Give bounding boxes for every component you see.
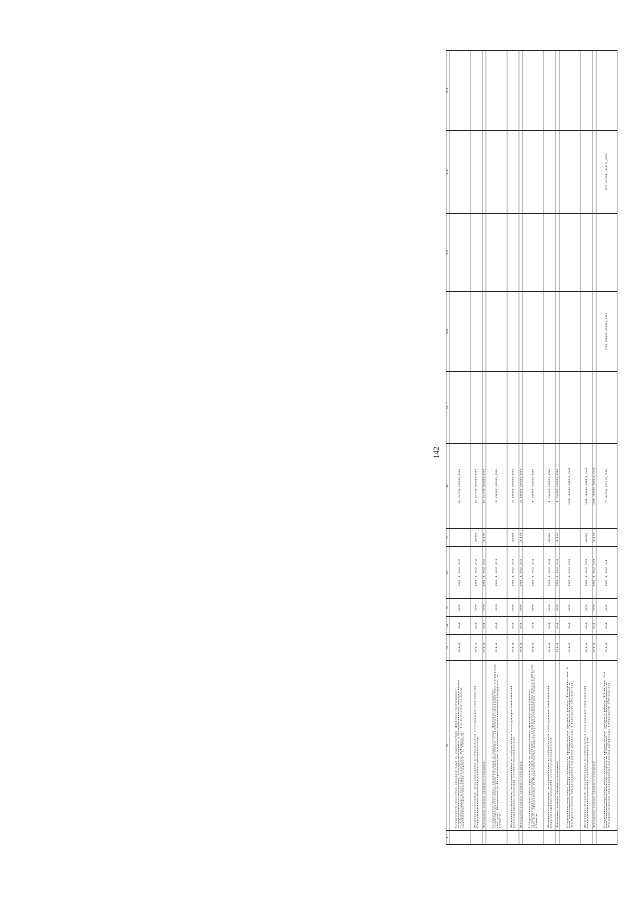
item-description: Капитальные вложения в объекты государственной (муниципальной) собственности	[544, 661, 556, 831]
code-cell	[596, 529, 617, 547]
row-index-cell	[596, 831, 617, 845]
code-cell: 09	[482, 599, 486, 617]
column-number: 10	[446, 292, 449, 372]
item-description: Строительство мостового перехода через реку Тевриз на 1 км автомобильной дороги Тевриз – Александровка в Тевризском муниципальном районе Омской области	[559, 661, 580, 831]
table-row	[507, 51, 519, 845]
code-cell: 014	[544, 635, 556, 661]
row-index-cell	[544, 831, 556, 845]
code-cell	[523, 529, 544, 547]
amount-cell	[544, 292, 556, 372]
amount-cell: 70 000 000,00	[596, 292, 617, 372]
code-cell: 410	[482, 529, 486, 547]
amount-cell	[580, 292, 592, 372]
amount-cell	[449, 51, 470, 131]
code-cell: 04	[580, 617, 592, 635]
code-cell: 08 1 02 23	[519, 547, 523, 599]
code-cell: 09	[580, 599, 592, 617]
amount-cell	[580, 372, 592, 444]
code-cell: 014	[449, 635, 470, 661]
code-cell: 04	[556, 617, 560, 635]
amount-cell: 7 476 075,58	[596, 444, 617, 529]
table-row	[544, 51, 556, 845]
code-cell: 400	[580, 529, 592, 547]
code-cell: 014	[523, 635, 544, 661]
code-cell: 09	[470, 599, 482, 617]
code-cell: 04	[470, 617, 482, 635]
item-description: Строительство подъезда к крытому физкультурно-оздоровительному сооружению (Хоккейная академия "Авангард") по проспекту Мира, д. 1а в Советском административном округе, г. Омск	[449, 661, 470, 831]
code-cell: 09	[596, 599, 617, 617]
code-cell: 09	[449, 599, 470, 617]
amount-cell	[470, 51, 482, 131]
column-number: 1	[446, 831, 449, 845]
code-cell: 04	[544, 617, 556, 635]
amount-cell	[470, 131, 482, 214]
amount-cell	[486, 51, 507, 131]
item-description: Строительство мостового перехода через реку Туй на 53 км автомобильной дороги Тевриз – Александровка в Тевризском муниципальном районе Омской области	[596, 661, 617, 831]
amount-cell	[507, 51, 519, 131]
code-cell: 09	[519, 599, 523, 617]
row-index-cell	[449, 831, 470, 845]
code-cell: 04	[596, 617, 617, 635]
amount-cell	[523, 292, 544, 372]
amount-cell: 38 466 883,50	[559, 444, 580, 529]
code-cell: 014	[470, 635, 482, 661]
amount-cell	[596, 51, 617, 131]
amount-cell	[580, 214, 592, 292]
code-cell: 410	[592, 529, 596, 547]
amount-cell	[523, 131, 544, 214]
row-index-cell	[580, 831, 592, 845]
amount-cell	[449, 131, 470, 214]
amount-cell	[523, 51, 544, 131]
code-cell: 04	[519, 617, 523, 635]
code-cell: 09	[556, 599, 560, 617]
item-description: Капитальные вложения в объекты государственной (муниципальной) собственности	[507, 661, 519, 831]
column-number: 9	[446, 372, 449, 444]
item-description: Капитальные вложения в объекты государственной (муниципальной) собственности	[580, 661, 592, 831]
table-row	[470, 51, 482, 845]
code-cell: 04	[482, 617, 486, 635]
code-cell: 09	[486, 599, 507, 617]
table-row	[486, 51, 507, 845]
table-row	[523, 51, 544, 845]
amount-cell	[470, 214, 482, 292]
code-cell: 09	[544, 599, 556, 617]
amount-cell: 27 631 415,00	[596, 131, 617, 214]
amount-cell	[559, 51, 580, 131]
amount-cell	[544, 372, 556, 444]
item-description: Бюджетные инвестиции	[592, 661, 596, 831]
amount-cell: 38 466 883,50	[592, 444, 596, 529]
item-description: Бюджетные инвестиции	[519, 661, 523, 831]
item-description: Бюджетные инвестиции	[482, 661, 486, 831]
amount-cell: 1 500 000,00	[544, 444, 556, 529]
code-cell: 410	[556, 529, 560, 547]
code-cell: 04	[592, 617, 596, 635]
amount-cell	[544, 131, 556, 214]
column-number: 11	[446, 214, 449, 292]
code-cell: 08 1 02 23	[507, 547, 519, 599]
code-cell: 014	[559, 635, 580, 661]
column-number: 2	[446, 661, 449, 831]
code-cell: 09	[523, 599, 544, 617]
amount-cell	[486, 214, 507, 292]
row-index-cell	[559, 831, 580, 845]
column-number: 12	[446, 131, 449, 214]
item-description: Строительство подъезда к крытому физкультурно-оздоровительному сооружению с плавательным бассейном по ул. Конева в Кировском административном округе, г. Омск	[486, 661, 507, 831]
amount-cell	[559, 292, 580, 372]
code-cell: 04	[507, 617, 519, 635]
code-cell: 08 1 02 29	[592, 547, 596, 599]
amount-cell: 1 500 000,00	[556, 444, 560, 529]
table-row	[449, 51, 470, 845]
code-cell: 400	[544, 529, 556, 547]
code-cell: 04	[523, 617, 544, 635]
code-cell: 08 1 02 31	[596, 547, 617, 599]
code-cell: 014	[596, 635, 617, 661]
amount-cell: 6 579 000,00	[449, 444, 470, 529]
amount-cell	[544, 51, 556, 131]
code-cell: 08 1 02 29	[580, 547, 592, 599]
row-index-cell	[470, 831, 482, 845]
table-row	[559, 51, 580, 845]
amount-cell	[449, 292, 470, 372]
page-number: 142	[432, 446, 441, 459]
row-index-cell	[523, 831, 544, 845]
amount-cell	[486, 131, 507, 214]
code-cell: 09	[592, 599, 596, 617]
code-cell: 400	[507, 529, 519, 547]
amount-cell	[470, 292, 482, 372]
amount-cell	[486, 292, 507, 372]
amount-cell: 2 000 000,00	[507, 444, 519, 529]
budget-table	[446, 50, 617, 845]
amount-cell	[507, 372, 519, 444]
code-cell: 08 1 02 24	[556, 547, 560, 599]
column-number: 13	[446, 51, 449, 131]
code-cell: 08 1 02 23	[486, 547, 507, 599]
code-cell	[449, 529, 470, 547]
code-cell: 400	[470, 529, 482, 547]
code-cell: 410	[519, 529, 523, 547]
column-number: 8	[446, 444, 449, 529]
amount-cell: 6 579 000,00	[470, 444, 482, 529]
code-cell	[486, 529, 507, 547]
amount-cell: 6 579 000,00	[482, 444, 486, 529]
code-cell: 04	[559, 617, 580, 635]
amount-cell	[449, 372, 470, 444]
amount-cell	[544, 214, 556, 292]
code-cell: 09	[507, 599, 519, 617]
amount-cell	[580, 51, 592, 131]
row-index-cell	[486, 831, 507, 845]
code-cell: 08 1 02 22	[449, 547, 470, 599]
amount-cell: 2 000 000,00	[519, 444, 523, 529]
item-description: Строительство подъезда к крытому физкультурно-оздоровительному сооружению с плавательным бассейном по ул. Дианова в Кировском административном округе, г. Омск	[523, 661, 544, 831]
code-cell: 04	[486, 617, 507, 635]
amount-cell	[596, 372, 617, 444]
row-index-cell	[507, 831, 519, 845]
amount-cell	[507, 131, 519, 214]
amount-cell: 1 500 000,00	[523, 444, 544, 529]
amount-cell	[470, 372, 482, 444]
code-cell: 08 1 02 22	[482, 547, 486, 599]
column-number: 7	[446, 529, 449, 547]
amount-cell	[486, 372, 507, 444]
column-number: 3	[446, 635, 449, 661]
column-number: 5	[446, 599, 449, 617]
amount-cell	[559, 131, 580, 214]
amount-cell	[449, 214, 470, 292]
code-cell: 014	[592, 635, 596, 661]
column-number: 6	[446, 547, 449, 599]
amount-cell	[596, 214, 617, 292]
table-row	[580, 51, 592, 845]
code-cell: 014	[580, 635, 592, 661]
code-cell: 014	[482, 635, 486, 661]
table-row	[596, 51, 617, 845]
amount-cell	[523, 372, 544, 444]
code-cell: 014	[519, 635, 523, 661]
amount-cell	[559, 372, 580, 444]
column-number: 4	[446, 617, 449, 635]
amount-cell	[507, 292, 519, 372]
amount-cell	[507, 214, 519, 292]
code-cell	[559, 529, 580, 547]
item-description: Капитальные вложения в объекты государственной (муниципальной) собственности	[470, 661, 482, 831]
code-cell: 09	[559, 599, 580, 617]
code-cell: 08 1 02 29	[559, 547, 580, 599]
amount-cell	[523, 214, 544, 292]
amount-cell	[580, 131, 592, 214]
code-cell: 08 1 02 24	[523, 547, 544, 599]
amount-cell: 2 000 000,00	[486, 444, 507, 529]
code-cell: 014	[507, 635, 519, 661]
amount-cell: 38 466 883,50	[580, 444, 592, 529]
amount-cell	[559, 214, 580, 292]
item-description: Бюджетные инвестиции	[556, 661, 560, 831]
code-cell: 014	[556, 635, 560, 661]
table-body	[446, 51, 617, 845]
code-cell: 08 1 02 24	[544, 547, 556, 599]
code-cell: 014	[486, 635, 507, 661]
code-cell: 08 1 02 22	[470, 547, 482, 599]
code-cell: 04	[449, 617, 470, 635]
